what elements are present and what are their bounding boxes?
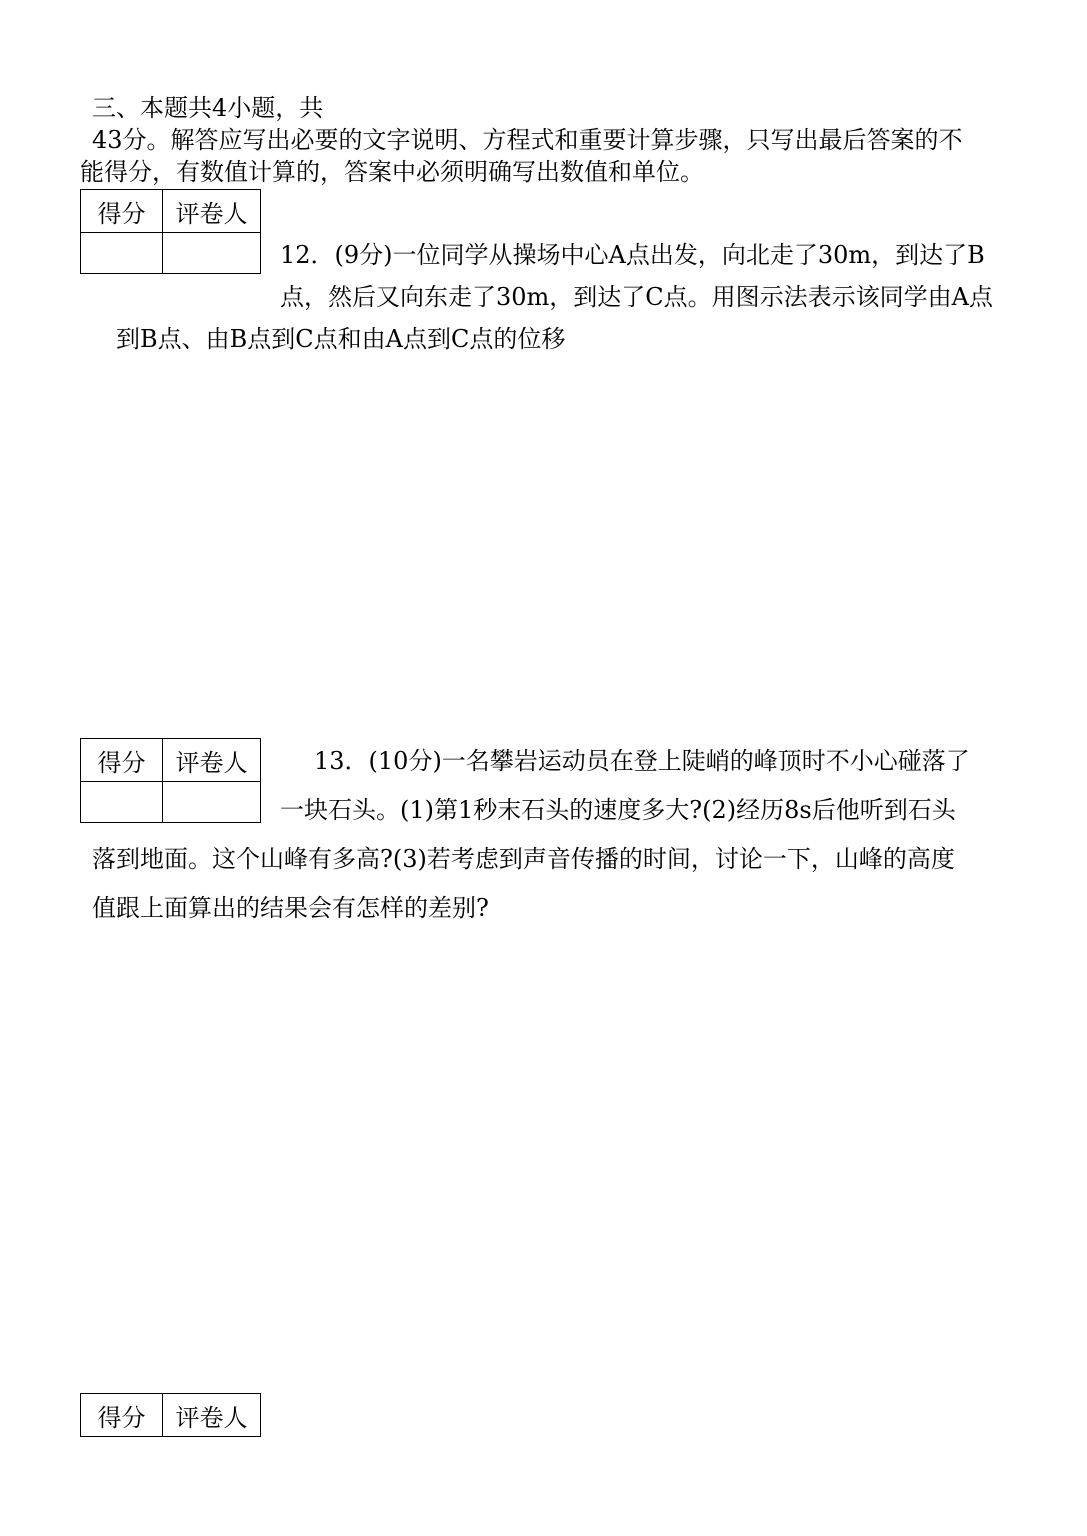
grader-cell <box>163 233 261 274</box>
q13-line-3: 落到地面。这个山峰有多高?(3)若考虑到声音传播的时间，讨论一下，山峰的高度 <box>92 845 955 873</box>
grader-header: 评卷人 <box>163 739 261 782</box>
section-instructions-line-2: 能得分，有数值计算的，答案中必须明确写出数值和单位。 <box>80 158 704 186</box>
grader-cell <box>163 782 261 823</box>
q12-line-1: 12．(9分)一位同学从操场中心A点出发，向北走了30m，到达了B <box>280 241 985 269</box>
score-header: 得分 <box>81 1394 163 1437</box>
grader-header: 评卷人 <box>163 1394 261 1437</box>
q13-line-4: 值跟上面算出的结果会有怎样的差别? <box>92 894 489 922</box>
q13-line-2: 一块石头。(1)第1秒末石头的速度多大?(2)经历8s后他听到石头 <box>280 796 956 824</box>
score-table-q13 <box>80 738 261 823</box>
q12-line-3: 到B点、由B点到C点和由A点到C点的位移 <box>116 325 566 353</box>
score-header: 得分 <box>81 190 163 233</box>
q12-line-2: 点，然后又向东走了30m，到达了C点。用图示法表示该同学由A点 <box>280 283 993 311</box>
score-cell <box>81 782 163 823</box>
section-heading: 三、本题共4小题，共 <box>92 94 324 122</box>
grader-header: 评卷人 <box>163 190 261 233</box>
score-table-q12 <box>80 189 261 274</box>
q13-line-1: 13．(10分)一名攀岩运动员在登上陡峭的峰顶时不小心碰落了 <box>314 747 970 775</box>
score-header: 得分 <box>81 739 163 782</box>
score-table-q14 <box>80 1393 261 1437</box>
score-cell <box>81 233 163 274</box>
section-instructions-line-1: 43分。解答应写出必要的文字说明、方程式和重要计算步骤，只写出最后答案的不 <box>92 126 963 154</box>
